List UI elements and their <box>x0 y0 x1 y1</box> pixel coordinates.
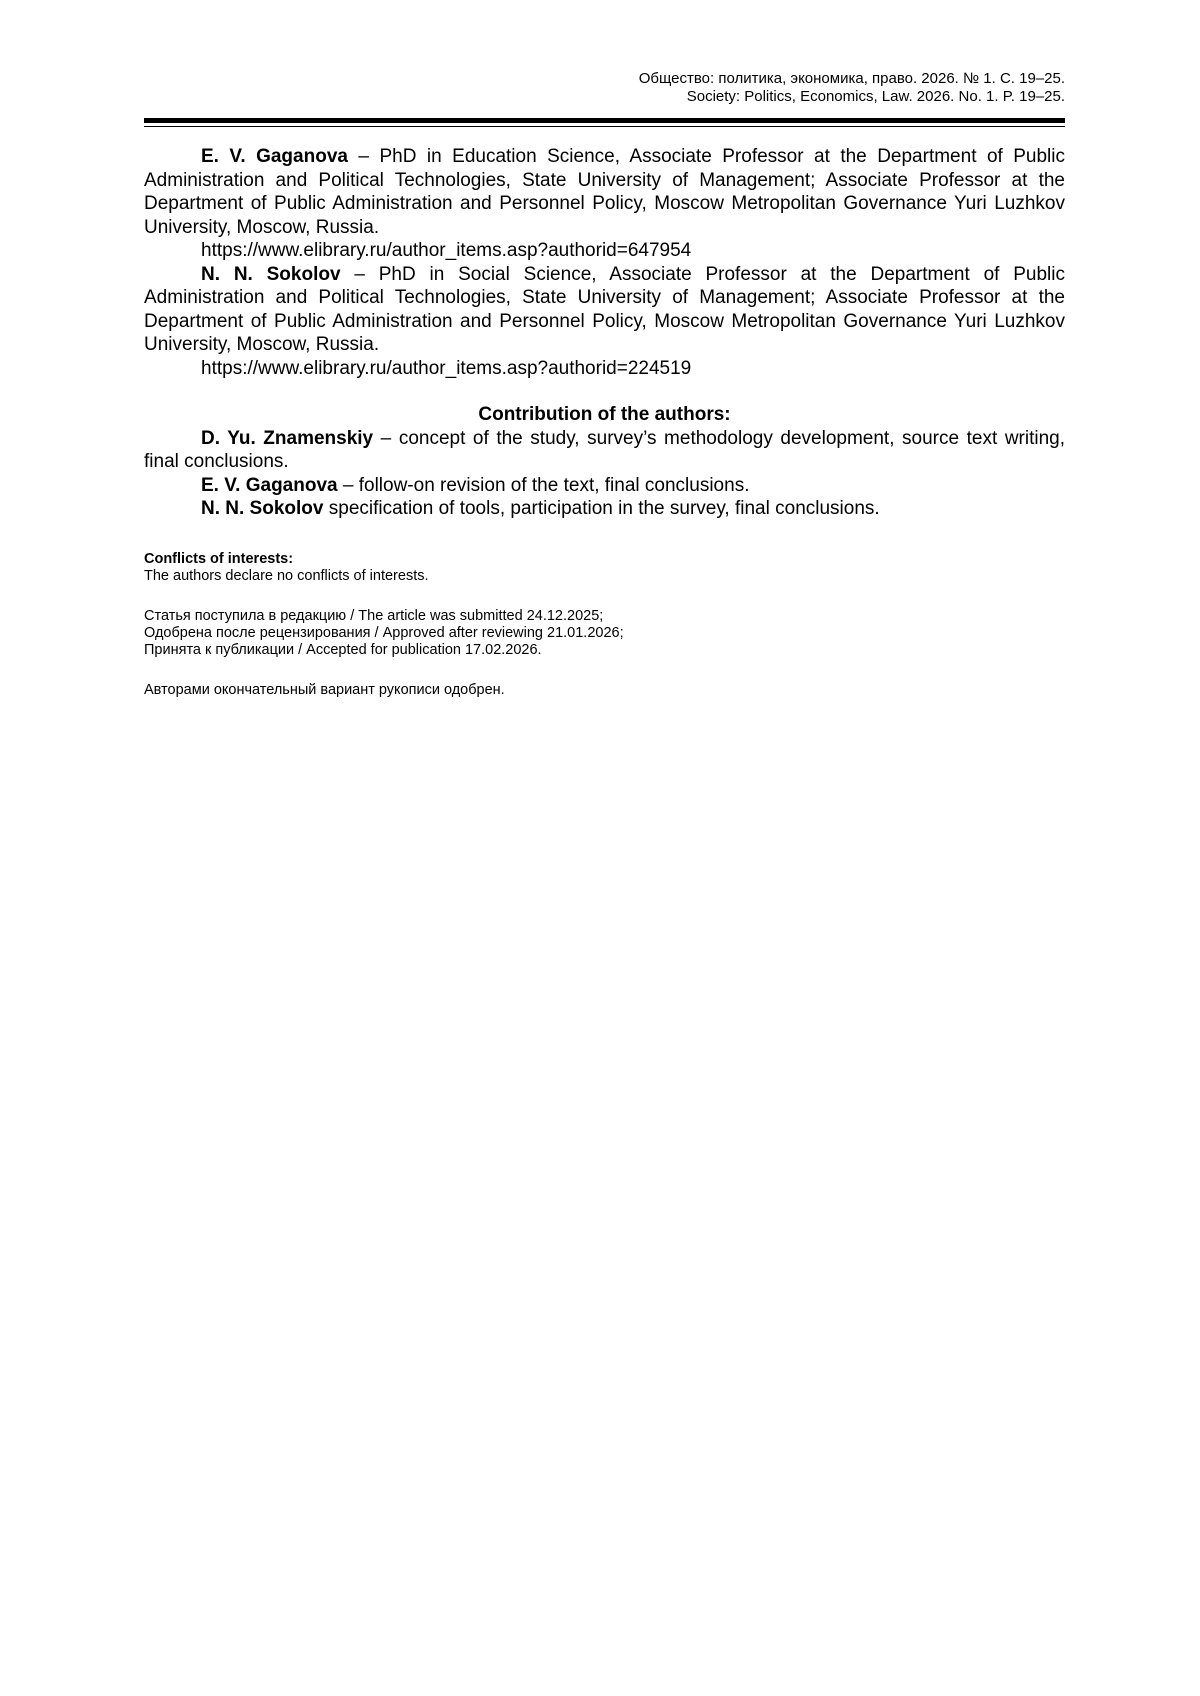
contribution-text: – follow-on revision of the text, final conclusions. <box>337 474 750 496</box>
author-info <box>144 145 1065 380</box>
contribution-item <box>144 497 1065 521</box>
running-header <box>144 70 1065 106</box>
contribution-item <box>144 427 1065 474</box>
running-header-en: Society: Politics, Economics, Law. 2026. No. 1. P. 19–25. <box>686 88 1065 105</box>
conflicts-section <box>144 551 1065 585</box>
date-submitted: Статья поступила в редакцию / The article was submitted 24.12.2025; <box>144 607 604 624</box>
running-header-ru: Общество: политика, экономика, право. 2026. № 1. С. 19–25. <box>638 70 1065 87</box>
author-profile-link[interactable]: https://www.elibrary.ru/author_items.asp?authorid=647954 <box>201 240 692 261</box>
contributor-name: D. Yu. Znamenskiy <box>201 427 374 449</box>
approval-note: Авторами окончательный вариант рукописи одобрен. <box>144 681 505 698</box>
author-entry <box>144 145 1065 239</box>
article-dates <box>144 608 1065 659</box>
conflicts-text: The authors declare no conflicts of interests. <box>144 567 429 584</box>
contribution-item <box>144 474 1065 498</box>
conflicts-label: Conflicts of interests: <box>144 550 294 567</box>
contribution-list <box>144 427 1065 521</box>
author-name: E. V. Gaganova <box>201 146 348 167</box>
date-approved: Одобрена после рецензирования / Approved after reviewing 21.01.2026; <box>144 624 624 641</box>
contributor-name: E. V. Gaganova <box>201 474 338 496</box>
author-profile-link[interactable]: https://www.elibrary.ru/author_items.asp?authorid=224519 <box>201 357 692 379</box>
header-rule-thick <box>144 118 1065 123</box>
contributor-name: N. N. Sokolov <box>201 498 324 519</box>
contribution-title: Contribution of the authors: <box>478 404 731 425</box>
author-entry <box>144 263 1065 357</box>
author-description: – PhD in Education Science, Associate Professor at the Department of Public Administration and Political Technologies, State University of Management; Associate Professor at the Department of Public Administration and Personnel Policy, Moscow Metropolitan Governance Yuri Luzhkov University, Moscow, Russia. <box>144 146 1066 238</box>
document-body <box>144 145 1065 521</box>
date-accepted: Принята к публикации / Accepted for publication 17.02.2026. <box>144 641 542 658</box>
header-rule-thin <box>144 126 1065 127</box>
author-name: N. N. Sokolov <box>201 263 341 285</box>
contribution-text: specification of tools, participation in the survey, final conclusions. <box>323 498 880 519</box>
author-description: – PhD in Social Science, Associate Professor at the Department of Public Administration and Political Technologies, State University of Management; Associate Professor at the Department of Public Administration and Personnel Policy, Moscow Metropolitan Governance Yuri Luzhkov University, Moscow, Russia. <box>144 263 1065 355</box>
document-page <box>144 70 1065 699</box>
contribution-text: – concept of the study, survey’s methodology development, source text writing, final conclusions. <box>144 427 1065 472</box>
